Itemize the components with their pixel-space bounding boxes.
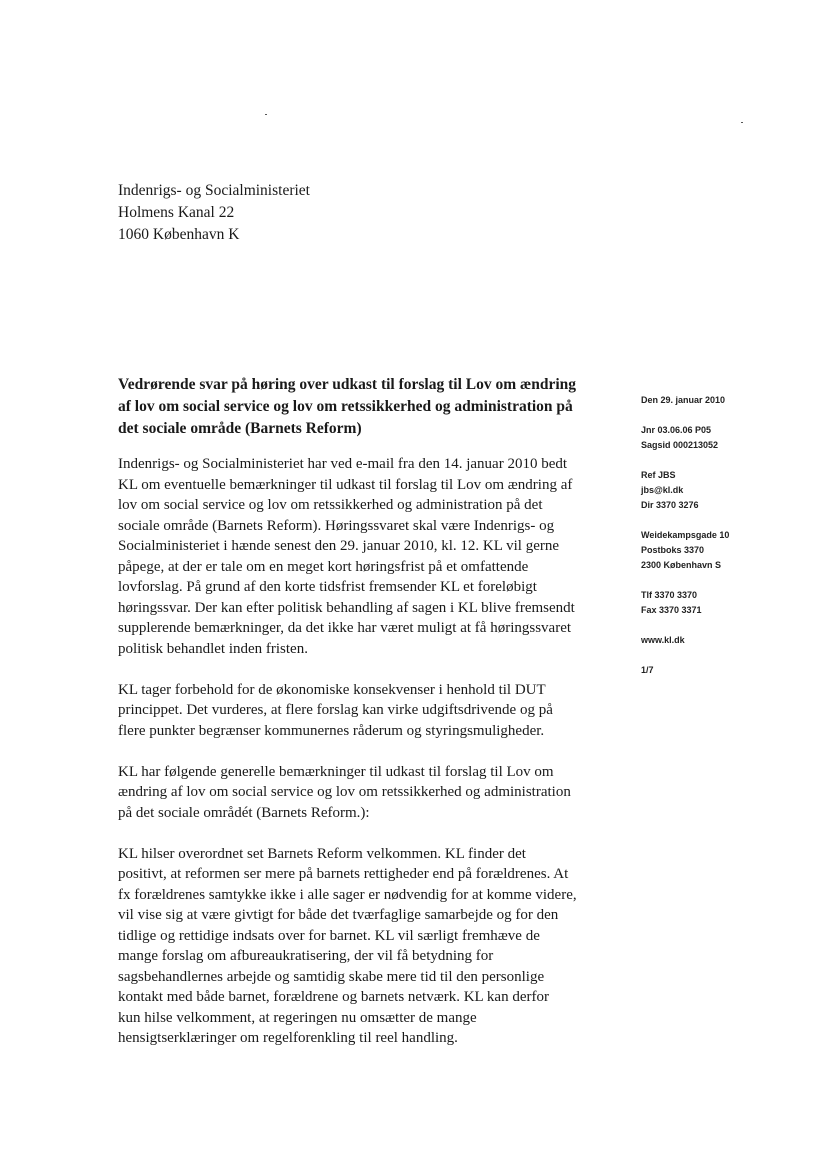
subject-heading [118,374,618,440]
telephone: Tlf 3370 3370 [641,590,698,600]
body-line: Indenrigs- og Socialministeriet har ved e-mail fra den 14. januar 2010 bedt [118,456,568,472]
recipient-address [118,180,310,246]
website-link[interactable]: www.kl.dk [641,635,685,645]
reference: Ref JBS [641,470,676,480]
body-line: høringssvar. Der kan efter politisk behandling af sagen i KL blive fremsendt [118,599,575,616]
body-line: på det sociale områdét (Barnets Reform.): [118,804,370,821]
body-line: princippet. Det vurderes, at flere forslag kan virke udgiftsdrivende og på [118,702,553,718]
body-line: flere punkter begrænser kommunernes råderum og styringsmuligheder. [118,722,545,739]
body-line: hensigtserklæringer om regelforenkling til reel handling. [118,1030,458,1046]
subject-line: det sociale område (Barnets Reform) [118,420,362,437]
letter-date: Den 29. januar 2010 [641,395,726,405]
body-line: positivt, at reformen ser mere på barnets rettigheder end på forældrenes. At [118,866,569,882]
letter-body [118,454,618,1069]
body-line: KL tager forbehold for de økonomiske konsekvenser i henhold til DUT [118,681,546,698]
scan-speck [265,114,267,115]
body-line: sociale område (Barnets Reform). Høringssvaret skal være Indenrigs- og [118,517,555,534]
sender-info-sidebar [641,393,811,678]
body-line: kontakt med både barnet, forældrene og barnets netværk. KL kan derfor [118,989,549,1005]
recipient-line: 1060 København K [118,226,240,243]
recipient-line: Indenrigs- og Socialministeriet [118,182,310,199]
body-line: KL om eventuelle bemærkninger til udkast til forslag til Lov om ændring af [118,476,573,493]
body-line: sagsbehandlernes arbejde og samtidig skabe mere tid til den personlige [118,968,545,985]
subject-line: af lov om social service og lov om retssikkerhed og administration på [118,398,573,415]
case-id: Sagsid 000213052 [641,440,719,450]
recipient-line: Holmens Kanal 22 [118,204,235,221]
body-line: lovforslag. På grund af den korte tidsfrist fremsender KL et foreløbigt [118,579,537,595]
body-line: lov om social service og lov om retssikkerhed og administration på det [118,497,543,513]
page-number: 1/7 [641,665,654,675]
body-line: Socialministeriet i hænde senest den 29. januar 2010, kl. 12. KL vil gerne [118,538,560,554]
journal-number: Jnr 03.06.06 P05 [641,425,712,435]
email-address[interactable]: jbs@kl.dk [641,485,684,495]
body-line: kun hilse velkomment, at regeringen nu omsætter de mange [118,1009,477,1026]
subject-line: Vedrørende svar på høring over udkast til forslag til Lov om ændring [118,376,577,393]
body-line: KL hilser overordnet set Barnets Reform velkommen. KL finder det [118,845,526,862]
postbox: Postboks 3370 [641,545,705,555]
direct-phone: Dir 3370 3276 [641,500,699,510]
paragraph-welcome [118,844,618,1049]
body-line: supplerende bemærkninger, da det ikke har været muligt at få høringssvaret [118,620,572,636]
body-line: mange forslag om afbureaukratisering, der vil få betydning for [118,948,494,964]
paragraph-intro [118,454,618,659]
body-line: påpege, at der er tale om en meget kort høringsfrist på et omfattende [118,558,529,575]
body-line: vil vise sig at være givtigt for både det tværfaglige samarbejde og for den [118,907,559,923]
body-line: politisk behandlet inden fristen. [118,640,308,657]
scan-speck [741,122,743,123]
body-line: ændring af lov om social service og lov om retssikkerhed og administration [118,784,571,800]
paragraph-dut [118,680,618,742]
body-line: tidlige og rettidige indsats over for barnet. KL vil særligt fremhæve de [118,927,540,944]
street-address: Weidekampsgade 10 [641,530,730,540]
paragraph-general [118,762,618,824]
postal-city: 2300 København S [641,560,722,570]
body-line: KL har følgende generelle bemærkninger til udkast til forslag til Lov om [118,763,554,780]
body-line: fx forældrenes samtykke ikke i alle sager er nødvendig for at komme videre, [118,886,577,903]
fax: Fax 3370 3371 [641,605,702,615]
